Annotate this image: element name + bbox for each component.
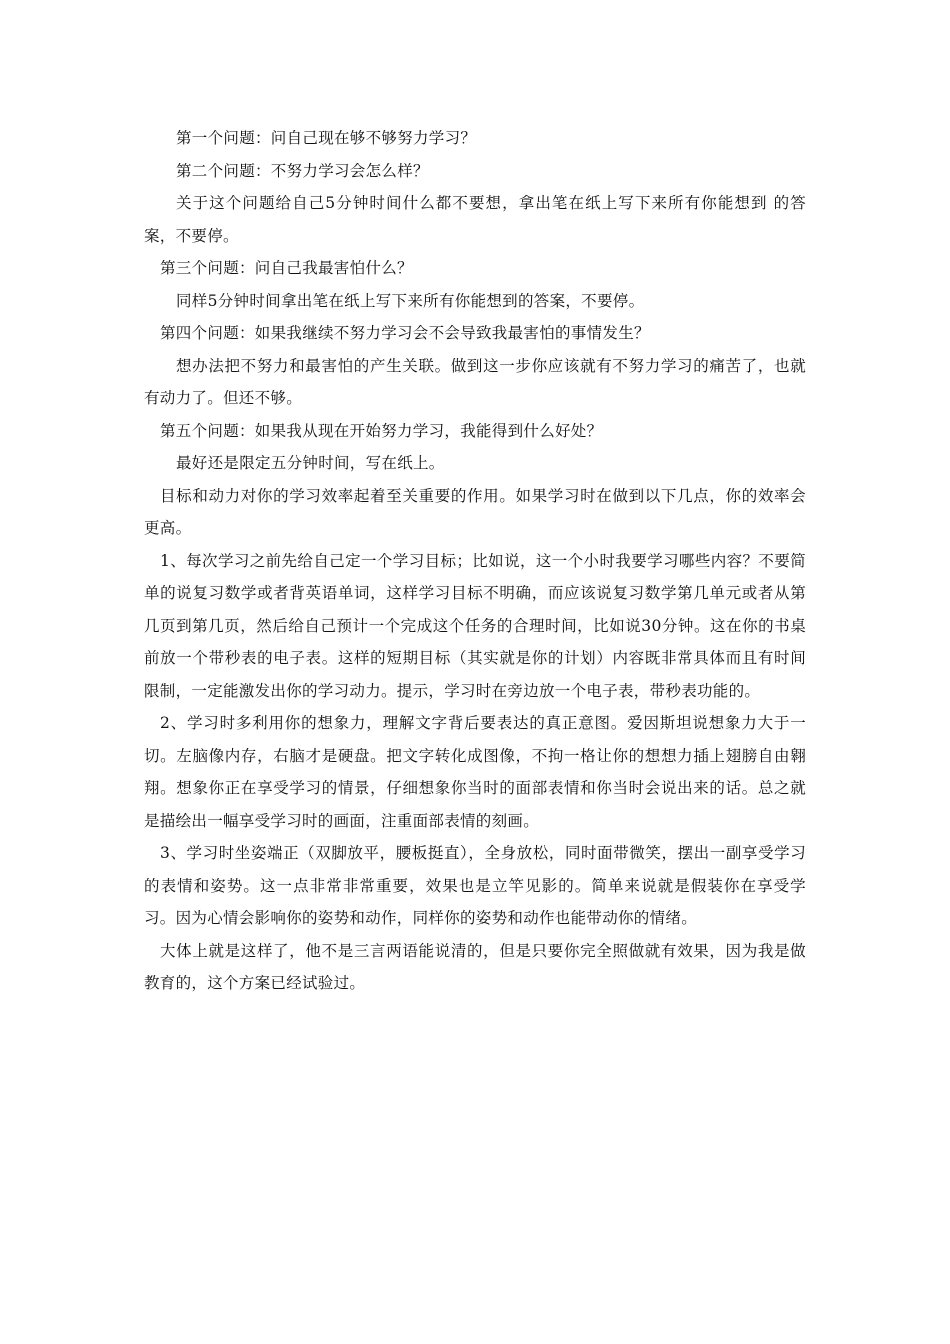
- paragraph-question-1: 第一个问题：问自己现在够不够努力学习？: [176, 129, 477, 147]
- paragraph-tip-2: 2、学习时多利用你的想象力，理解文字背后要表达的真正意图。爱因斯坦说想象力大于一切。左脑像内存，右脑才是硬盘。把文字转化成图像，不拘一格让你的想想力插上翅膀自由翱翔。想象你正在享受学习的情景，仔细想象你当时的面部表情和你当时会说出来的话。总之就是描绘出一幅享受学习时的画面，注重面部表情的刻画。: [144, 714, 806, 830]
- paragraph-efficiency-intro: 目标和动力对你的学习效率起着至关重要的作用。如果学习时在做到以下几点，你的效率会更高。: [144, 486, 806, 537]
- paragraph-conclusion: 大体上就是这样了，他不是三言两语能说清的，但是只要你完全照做就有效果，因为我是做教育的，这个方案已经试验过。: [144, 941, 806, 992]
- paragraph-question-4-instruction: 想办法把不努力和最害怕的产生关联。做到这一步你应该就有不努力学习的痛苦了，也就有动力了。但还不够。: [144, 356, 806, 407]
- paragraph-question-3-instruction: 同样5分钟时间拿出笔在纸上写下来所有你能想到的答案，不要停。: [176, 291, 645, 310]
- paragraph-question-3: 第三个问题：问自己我最害怕什么？: [160, 259, 413, 277]
- document-body: [144, 122, 806, 1000]
- paragraph-question-2: 第二个问题：不努力学习会怎么样？: [176, 161, 429, 180]
- paragraph-tip-1: 1、每次学习之前先给自己定一个学习目标；比如说，这一个小时我要学习哪些内容？不要简单的说复习数学或者背英语单词，这样学习目标不明确，而应该说复习数学第几单元或者从第几页到第几页，然后给自己预计一个完成这个任务的合理时间，比如说30分钟。这在你的书桌前放一个带秒表的电子表。这样的短期目标（其实就是你的计划）内容既非常具体而且有时间限制，一定能激发出你的学习动力。提示，学习时在旁边放一个电子表，带秒表功能的。: [144, 551, 806, 700]
- paragraph-question-5: 第五个问题：如果我从现在开始努力学习，我能得到什么好处？: [160, 421, 603, 440]
- paragraph-tip-3: 3、学习时坐姿端正（双脚放平，腰板挺直），全身放松，同时面带微笑，摆出一副享受学习的表情和姿势。这一点非常非常重要，效果也是立竿见影的。简单来说就是假装你在享受学习。因为心情会影响你的姿势和动作，同样你的姿势和动作也能带动你的情绪。: [144, 844, 806, 927]
- paragraph-question-2-instruction: 关于这个问题给自己5分钟时间什么都不要想，拿出笔在纸上写下来所有你能想到 的答案，不要停。: [144, 194, 806, 245]
- paragraph-question-4: 第四个问题：如果我继续不努力学习会不会导致我最害怕的事情发生？: [160, 324, 650, 342]
- paragraph-question-5-instruction: 最好还是限定五分钟时间，写在纸上。: [176, 454, 445, 472]
